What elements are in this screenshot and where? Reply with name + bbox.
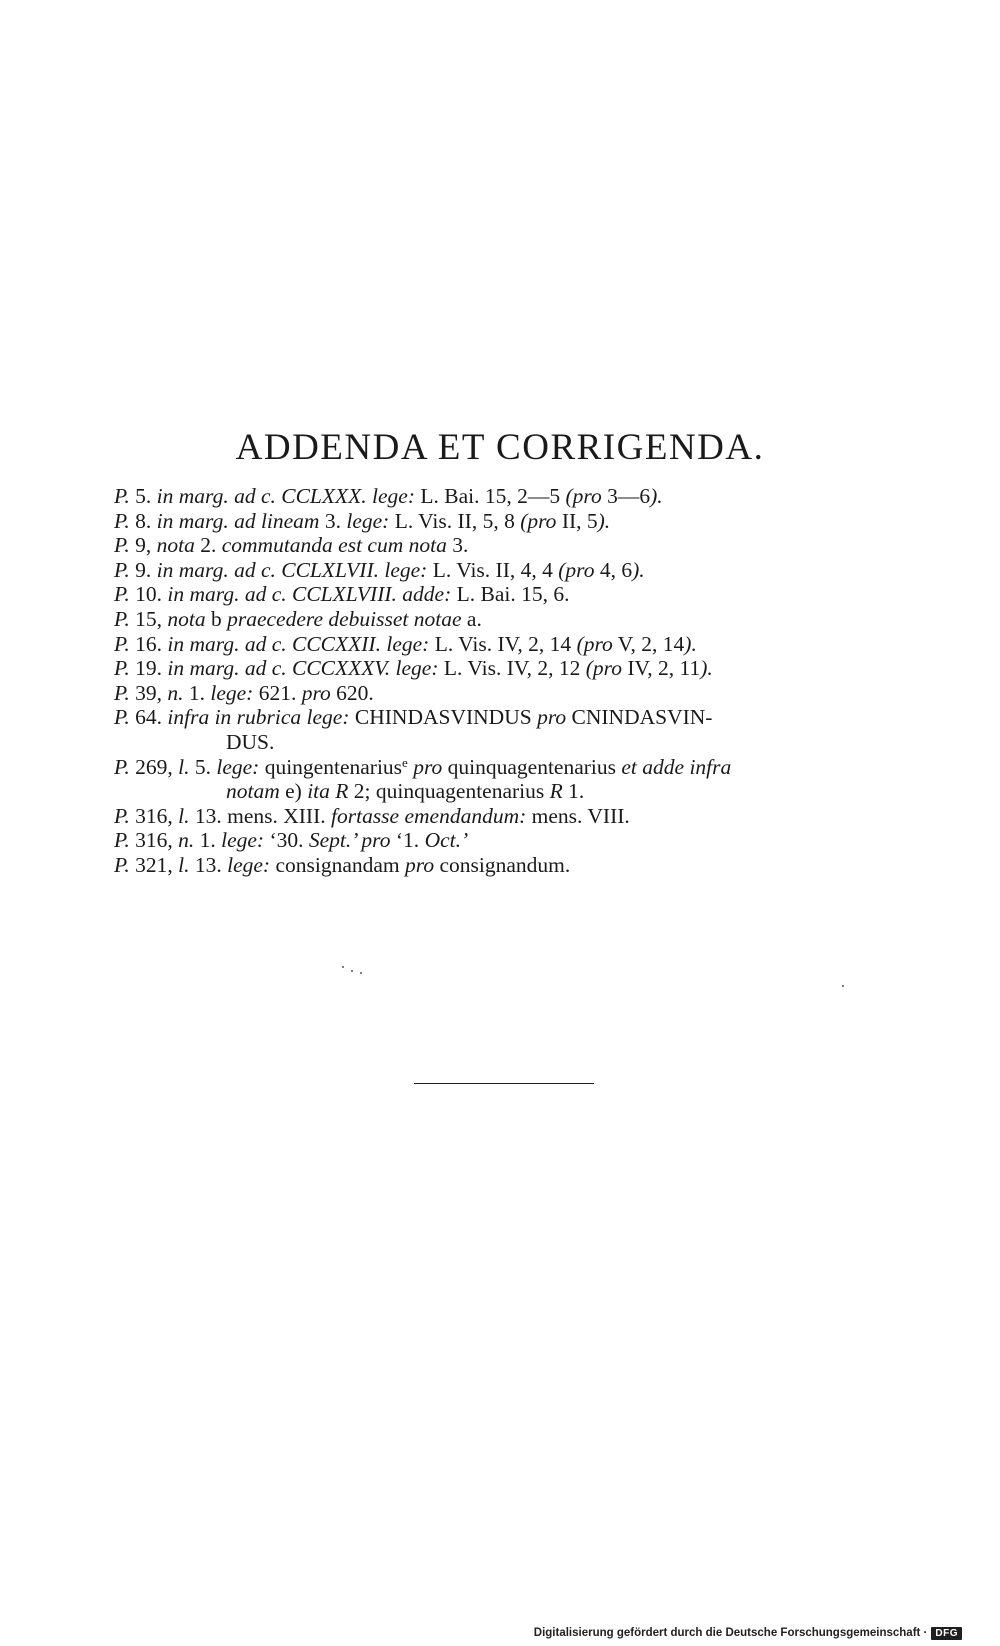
text-run: II, 5 [556, 508, 598, 533]
text-run: 13. mens. XIII. [189, 803, 331, 828]
italic-text: ). [684, 631, 697, 656]
italic-text: l. [178, 754, 190, 779]
italic-text: l. [178, 803, 190, 828]
corrigendum-line [114, 509, 914, 534]
corrigendum-line [114, 779, 914, 804]
corrigendum-line [114, 853, 914, 878]
italic-text: lege: [210, 680, 254, 705]
corrigendum-line [114, 730, 914, 755]
text-run: V, 2, 14 [612, 631, 685, 656]
italic-text: P. [114, 557, 130, 582]
italic-text: P. [114, 606, 130, 631]
italic-text: praecedere debuisset notae [227, 606, 462, 631]
corrigendum-line [114, 804, 914, 829]
digitization-footer [534, 1624, 962, 1642]
italic-text: l. [178, 852, 190, 877]
text-run: 9, [129, 533, 157, 558]
text-run: ‘1. [390, 828, 425, 853]
text-run: 2; quinquagentenarius [348, 779, 550, 804]
text-run: 19. [129, 656, 168, 681]
corrigendum-line [114, 533, 914, 558]
closing-rule [414, 1083, 594, 1084]
text-run: 5. [189, 754, 217, 779]
text-run: quingentenarius [259, 754, 403, 779]
text-run: 3—6 [601, 484, 651, 508]
ink-speck [351, 970, 353, 972]
text-run: CNINDASVIN- [566, 705, 713, 730]
italic-text: nota [156, 533, 195, 558]
italic-text: lege: [227, 852, 271, 877]
text-run: 269, [129, 754, 179, 779]
text-run: 64. [129, 705, 168, 730]
text-run: mens. VIII. [526, 803, 630, 828]
text-run: 39, [129, 680, 168, 705]
text-run: 321, [129, 852, 179, 877]
footer-text: Digitalisierung gefördert durch die Deutsche Forschungsgemeinschaft · [533, 1627, 928, 1639]
italic-text: pro [413, 754, 443, 779]
italic-text: n. [167, 680, 184, 705]
italic-text: P. [114, 582, 130, 607]
italic-text: commutanda est cum nota [221, 533, 447, 558]
text-run: 1. [183, 680, 211, 705]
text-run: 1. [194, 828, 222, 853]
text-run: e [402, 754, 408, 770]
text-run: 3. [319, 508, 347, 533]
italic-text: P. [114, 680, 130, 705]
text-run: L. Vis. II, 4, 4 [427, 557, 559, 582]
italic-text: lege: [216, 754, 260, 779]
italic-text: notam [226, 779, 280, 804]
corrigendum-line [114, 632, 914, 657]
italic-text: (pro [558, 557, 595, 582]
text-run: L. Vis. IV, 2, 14 [429, 631, 577, 656]
text-run: consignandam [270, 852, 406, 877]
italic-text: pro [405, 852, 435, 877]
text-run: 316, [129, 828, 179, 853]
italic-text: infra in rubrica lege: [167, 705, 350, 730]
text-run: 3. [446, 533, 469, 558]
text-run: 13. [189, 852, 228, 877]
italic-text: Sept.’ pro [308, 828, 391, 853]
corrigendum-line [114, 656, 914, 681]
text-run: 16. [129, 631, 168, 656]
text-run: quinquagentenarius [442, 754, 622, 779]
italic-text: R [549, 779, 563, 804]
italic-text: pro [301, 680, 331, 705]
corrigendum-line [114, 705, 914, 730]
italic-text: in marg. ad c. CCLXXX. lege: [156, 484, 415, 508]
text-run: ‘30. [264, 828, 309, 853]
text-run: 9. [129, 557, 157, 582]
text-run: 621. [253, 680, 302, 705]
italic-text: fortasse emendandum: [331, 803, 527, 828]
ink-speck [342, 966, 344, 968]
italic-text: lege: [346, 508, 390, 533]
italic-text: ). [597, 508, 611, 533]
italic-text: P. [114, 705, 130, 730]
text-run: 620. [330, 680, 374, 705]
italic-text: n. [178, 828, 195, 853]
corrigendum-line [114, 558, 914, 583]
corrigendum-line [114, 681, 914, 706]
italic-text: P. [114, 508, 130, 533]
italic-text: ). [632, 557, 645, 582]
italic-text: ). [650, 484, 663, 508]
text-run: 15, [129, 606, 168, 631]
ink-speck [842, 985, 844, 987]
italic-text: P. [114, 828, 130, 853]
corrigendum-line [114, 484, 914, 509]
text-run: IV, 2, 11 [621, 656, 701, 681]
italic-text: in marg. ad c. CCCXXII. lege: [167, 631, 430, 656]
text-run: L. Bai. 15, 6. [451, 582, 570, 607]
text-run: 8. [129, 508, 157, 533]
italic-text: nota [167, 606, 206, 631]
text-run: L. Vis. II, 5, 8 [389, 508, 521, 533]
corrigendum-line [114, 828, 914, 853]
corrigendum-line [114, 607, 914, 632]
italic-text: et adde infra [621, 754, 732, 779]
italic-text: P. [114, 533, 130, 558]
italic-text: Oct.’ [424, 828, 469, 853]
text-run: a. [461, 606, 482, 631]
text-run: L. Bai. 15, 2—5 [415, 484, 566, 508]
italic-text: (pro [520, 508, 557, 533]
italic-text: P. [114, 803, 130, 828]
italic-text: (pro [565, 484, 602, 508]
italic-text: in marg. ad c. CCLXLVII. lege: [156, 557, 428, 582]
corrigendum-line [114, 755, 914, 780]
italic-text: in marg. ad c. CCLXLVIII. adde: [167, 582, 452, 607]
italic-text: P. [114, 754, 130, 779]
text-run: 2. [194, 533, 222, 558]
text-run: DUS. [226, 729, 275, 754]
italic-text: (pro [576, 631, 613, 656]
italic-text: P. [114, 631, 130, 656]
italic-text: ita R [307, 779, 349, 804]
text-run: e) [279, 779, 308, 804]
dfg-logo-icon: DFG [931, 1627, 962, 1640]
text-run: 1. [562, 779, 585, 804]
italic-text: lege: [221, 828, 265, 853]
italic-text: ). [700, 656, 713, 681]
ink-speck [360, 972, 362, 974]
corrigendum-line [114, 582, 914, 607]
italic-text: P. [114, 852, 130, 877]
text-run: b [205, 606, 228, 631]
italic-text: in marg. ad lineam [156, 508, 320, 533]
text-run: consignandum. [434, 852, 571, 877]
text-run: 10. [129, 582, 168, 607]
text-run: L. Vis. IV, 2, 12 [438, 656, 586, 681]
text-run: 5. [129, 484, 157, 508]
italic-text: (pro [585, 656, 622, 681]
text-run: 4, 6 [594, 557, 633, 582]
italic-text: in marg. ad c. CCCXXXV. lege: [167, 656, 439, 681]
italic-text: pro [537, 705, 567, 730]
text-run: CHINDASVINDUS [349, 705, 538, 730]
page-title: ADDENDA ET CORRIGENDA. [235, 426, 765, 468]
text-run: 316, [129, 803, 179, 828]
italic-text: P. [114, 484, 130, 508]
italic-text: P. [114, 656, 130, 681]
corrigenda-list [114, 484, 914, 878]
